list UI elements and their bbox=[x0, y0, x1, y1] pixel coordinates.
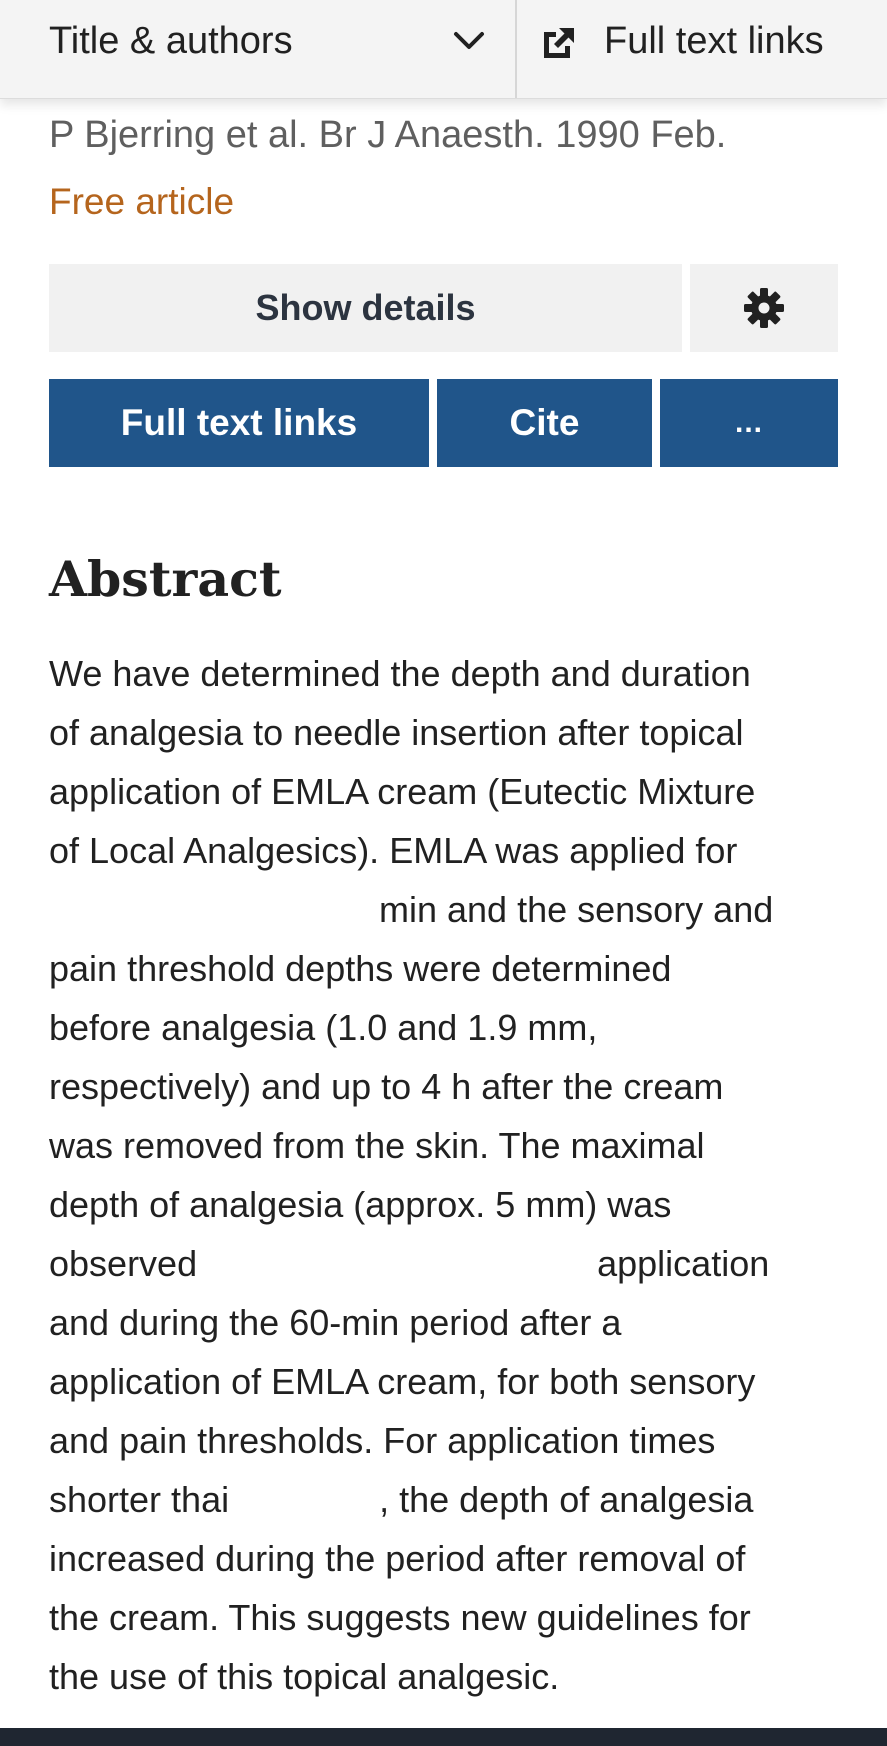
chevron-down-icon bbox=[452, 26, 486, 56]
abstract-fragment: application bbox=[597, 1243, 770, 1284]
abstract-text bbox=[49, 644, 849, 1706]
citation-line: P Bjerring et al. Br J Anaesth. 1990 Feb. bbox=[49, 114, 727, 156]
abstract-line: before analgesia (1.0 and 1.9 mm, bbox=[49, 1007, 598, 1048]
abstract-line: of Local Analgesics). EMLA was applied for bbox=[49, 830, 738, 871]
bottom-toolbar-edge bbox=[0, 1728, 887, 1746]
cite-button[interactable]: Cite bbox=[437, 379, 652, 467]
abstract-heading: Abstract bbox=[49, 550, 282, 608]
show-details-button[interactable]: Show details bbox=[49, 264, 682, 352]
abstract-line: was removed from the skin. The maximal bbox=[49, 1125, 705, 1166]
external-link-icon bbox=[540, 24, 578, 62]
abstract-fragment: shorter thai bbox=[49, 1479, 230, 1520]
abstract-line bbox=[49, 880, 849, 939]
abstract-line: and pain thresholds. For application times bbox=[49, 1420, 716, 1461]
abstract-line bbox=[49, 1234, 849, 1293]
abstract-line: increased during the period after removal of bbox=[49, 1538, 746, 1579]
abstract-line: application of EMLA cream, for both sensory bbox=[49, 1361, 756, 1402]
free-article-badge[interactable]: Free article bbox=[49, 181, 235, 222]
abstract-line: the cream. This suggests new guidelines for bbox=[49, 1597, 751, 1638]
full-text-links-button[interactable]: Full text links bbox=[49, 379, 429, 467]
title-authors-label: Title & authors bbox=[49, 20, 293, 62]
abstract-line: depth of analgesia (approx. 5 mm) was bbox=[49, 1184, 672, 1225]
abstract-line: respectively) and up to 4 h after the cream bbox=[49, 1066, 724, 1107]
title-authors-toggle[interactable] bbox=[0, 0, 517, 98]
abstract-fragment: min and the sensory and bbox=[379, 889, 774, 930]
abstract-line: pain threshold depths were determined bbox=[49, 948, 672, 989]
gear-icon bbox=[743, 287, 785, 329]
sticky-nav-bar bbox=[0, 0, 887, 99]
abstract-line: of analgesia to needle insertion after topical bbox=[49, 712, 744, 753]
display-options-button[interactable] bbox=[690, 264, 838, 352]
abstract-fragment: , the depth of analgesia bbox=[379, 1479, 754, 1520]
abstract-line bbox=[49, 1470, 849, 1529]
abstract-line: the use of this topical analgesic. bbox=[49, 1656, 560, 1697]
top-full-text-links-label: Full text links bbox=[604, 20, 824, 62]
abstract-line: We have determined the depth and duration bbox=[49, 653, 751, 694]
abstract-line: application of EMLA cream (Eutectic Mixture bbox=[49, 771, 756, 812]
abstract-line: and during the 60-min period after a bbox=[49, 1302, 622, 1343]
more-actions-button[interactable]: ... bbox=[660, 379, 838, 467]
abstract-fragment: observed bbox=[49, 1243, 198, 1284]
